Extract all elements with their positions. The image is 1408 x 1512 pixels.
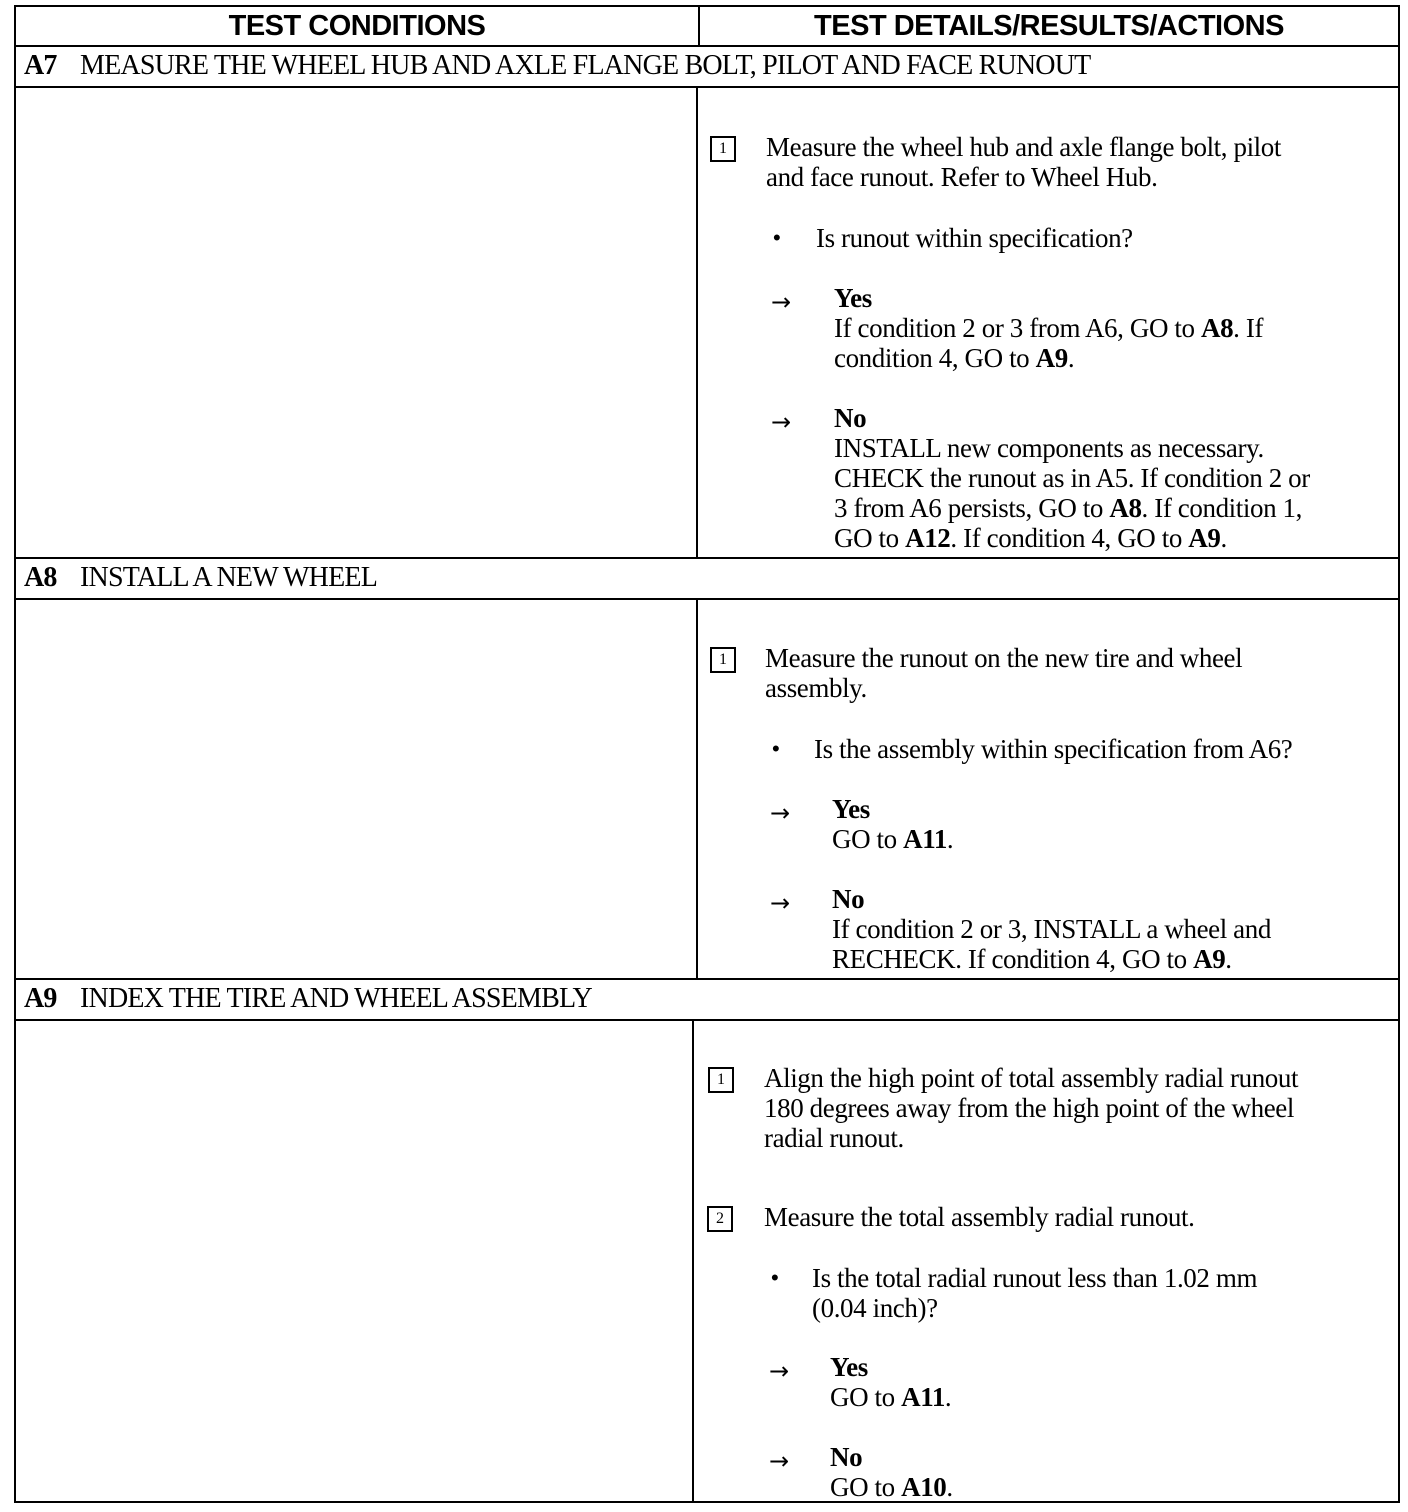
- yes-result: Yes If condition 2 or 3 from A6, GO to A8. If condition 4, GO to A9.: [834, 283, 1264, 373]
- question: Is the total radial runout less than 1.02 mm (0.04 inch)?: [812, 1263, 1258, 1323]
- divider: [16, 1019, 1398, 1021]
- step-id: A9: [24, 983, 57, 1014]
- step-title: INDEX THE TIRE AND WHEEL ASSEMBLY: [80, 983, 592, 1014]
- section-a7-title: [16, 47, 1398, 85]
- yes-result: Yes GO to A11.: [832, 794, 954, 854]
- arrow-right-icon: →: [769, 1447, 790, 1475]
- question: Is runout within specification?: [816, 223, 1133, 253]
- arrow-right-icon: →: [769, 1357, 790, 1385]
- step-number-box: 1: [710, 136, 736, 162]
- step-number-box: 1: [710, 647, 736, 673]
- step-instruction: Measure the runout on the new tire and wheel assembly.: [765, 643, 1243, 703]
- no-result: No GO to A10.: [830, 1442, 953, 1502]
- step-id: A7: [24, 50, 57, 81]
- step-instruction: Measure the total assembly radial runout.: [764, 1202, 1195, 1232]
- step-title: INSTALL A NEW WHEEL: [80, 562, 377, 593]
- step-title: MEASURE THE WHEEL HUB AND AXLE FLANGE BOLT, PILOT AND FACE RUNOUT: [80, 50, 1091, 81]
- column-divider: [692, 1021, 694, 1503]
- no-result: No INSTALL new components as necessary. CHECK the runout as in A5. If condition 2 or 3 from A6 persists, GO to A8. If condition 1, GO to A12. If condition 4, GO to A9.: [834, 403, 1310, 553]
- step-number-box: 2: [707, 1206, 733, 1232]
- diagnostic-table: [14, 5, 1400, 1503]
- arrow-right-icon: →: [770, 799, 791, 827]
- column-divider: [696, 600, 698, 978]
- header-test-conditions: TEST CONDITIONS: [16, 7, 700, 45]
- question: Is the assembly within specification from A6?: [814, 734, 1293, 764]
- no-result: No If condition 2 or 3, INSTALL a wheel and RECHECK. If condition 4, GO to A9.: [832, 884, 1271, 974]
- arrow-right-icon: →: [770, 889, 791, 917]
- section-a8-title: [16, 559, 1398, 597]
- bullet-icon: •: [771, 1265, 779, 1290]
- step-instruction: Align the high point of total assembly radial runout 180 degrees away from the high point of the wheel radial runout.: [764, 1063, 1299, 1153]
- bullet-icon: •: [772, 736, 780, 761]
- divider: [16, 86, 1398, 88]
- step-instruction: Measure the wheel hub and axle flange bolt, pilot and face runout. Refer to Wheel Hub.: [766, 132, 1281, 192]
- yes-result: Yes GO to A11.: [830, 1352, 952, 1412]
- bullet-icon: •: [773, 225, 781, 250]
- step-id: A8: [24, 562, 57, 593]
- header-test-details: TEST DETAILS/RESULTS/ACTIONS: [814, 9, 1284, 42]
- arrow-right-icon: →: [771, 408, 792, 436]
- step-number-box: 1: [708, 1067, 734, 1093]
- arrow-right-icon: →: [771, 288, 792, 316]
- section-a9-title: [16, 980, 1398, 1018]
- divider: [16, 598, 1398, 600]
- column-divider: [696, 88, 698, 558]
